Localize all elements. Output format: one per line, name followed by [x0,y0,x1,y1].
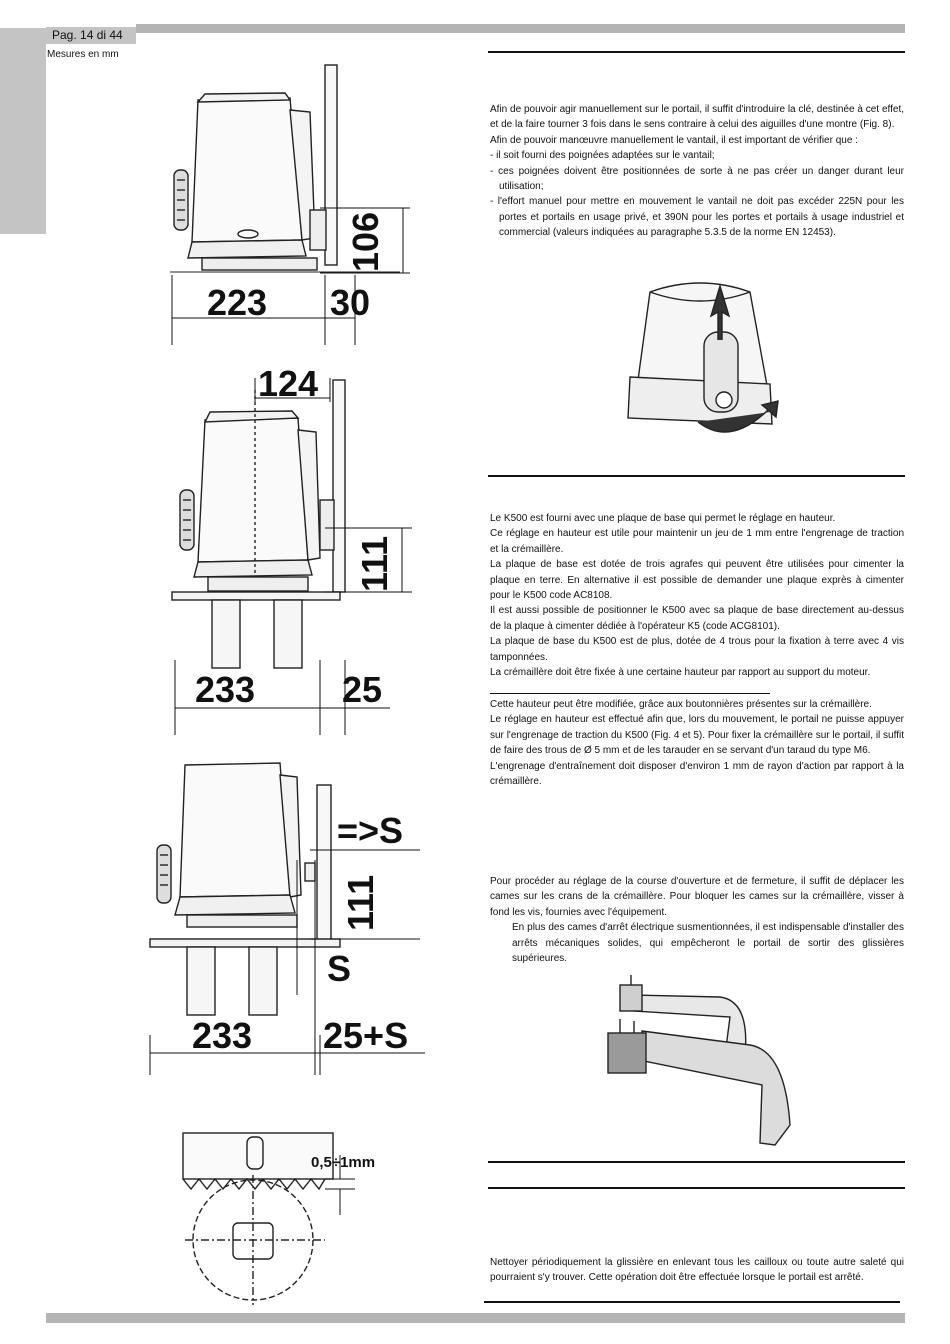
dim-233-b: 233 [192,1015,253,1056]
paragraph: Le réglage en hauteur est effectué afin que, lors du mouvement, le portail ne puisse appuyer sur l'engrenage de traction du K500 (Fig. 4 et 5). Pour fixer la crémaillère sur le portail, il suffit de faire des trous de Ø 5 mm et de les tarauder en se servant d'un taraud du type M6. [490,714,904,757]
section-manual-release [490,102,904,241]
figure-motor-dimensions-1 [150,60,420,345]
dim-111: 111 [354,535,395,592]
dim-s: S [327,948,352,989]
list-item: - l'effort manuel pour mettre en mouvement le vantail ne doit pas excéder 225N pour les portes et portails en usage privé, et 390N pour les portes et portails à usage industriel et commercial (valeurs indiquées au paragraphe 5.3.5 de la norme EN 12453). [490,196,904,239]
paragraph: Afin de pouvoir manœuvre manuellement le vantail, il est important de vérifier que : [490,134,858,146]
section-rule-3 [490,693,770,694]
section-rule-1 [488,51,905,53]
section-rule-4 [488,1161,905,1163]
side-tab [0,28,46,234]
paragraph: La plaque de base est dotée de trois agrafes qui peuvent être utilisées pour cimenter la plaque en terre. En alternative il est possible de demander une plaque exprès à cimenter pour le K500 code AC8108. [490,559,904,602]
figure-motor-dimensions-3 [145,755,430,1080]
paragraph: Pour procéder au réglage de la course d'ouverture et de fermeture, il suffit de déplacer les cames sur les crans de la crémaillère. Pour bloquer les cames sur la crémaillère, visser à fond les vis, fournies avec l'équipement. [490,876,904,918]
paragraph: En plus des cames d'arrêt électrique susmentionnées, il est indispensable d'installer des arrêts mécaniques solides, qui empêcheront le portail de sortir des glissières supérieures. [512,922,904,965]
dim-25: 25 [342,669,383,710]
paragraph: Le K500 est fourni avec une plaque de base qui permet le réglage en hauteur. [490,513,836,524]
dim-106: 106 [345,211,386,272]
paragraph: Afin de pouvoir agir manuellement sur le portail, il suffit d'introduire la clé, destinée à cet effet, et de la faire tourner 3 fois dans le sens contraire à celui des aiguilles d'une montre (Fig. 8). [490,104,904,131]
paragraph: Cette hauteur peut être modifiée, grâce aux boutonnières présentes sur la crémaillère. [490,699,872,710]
dim-25-plus-s: 25+S [323,1015,409,1056]
section-rule-2 [488,475,905,477]
figure-key-release [620,272,780,448]
figure-motor-dimensions-2 [150,360,420,740]
dim-backlash: 0,5÷1mm [311,1154,376,1171]
paragraph: La crémaillère doit être fixée à une certaine hauteur par rapport au support du moteur. [490,667,871,679]
top-rule [136,24,905,33]
paragraph: La plaque de base du K500 est de plus, dotée de 4 trous pour la fixation à terre avec 4 vis tamponnées. [490,636,904,663]
list-item: - il soit fourni des poignées adaptées sur le vantail; [490,150,715,162]
paragraph: Ce réglage en hauteur est utile pour maintenir un jeu de 1 mm entre l'engrenage de traction et la crémaillère. [490,528,904,555]
section-maintenance [490,1255,904,1286]
bottom-rule [46,1313,905,1323]
units-note: Mesures en mm [47,49,119,60]
page-number: Pag. 14 di 44 [46,27,136,44]
dim-124: 124 [258,363,319,404]
dim-arrow-s: =>S [337,810,404,851]
dim-233: 233 [195,669,256,710]
section-limit-cams [490,874,904,966]
section-base-plate [490,511,904,680]
list-item: - ces poignées doivent être positionnées de sorte à ne pas créer un danger durant leur utilisation; [490,165,904,193]
dim-111-b: 111 [340,874,381,931]
dim-223: 223 [207,282,268,323]
paragraph: Il est aussi possible de positionner le K500 avec sa plaque de base directement au-dessus de la plaque à cimenter dédiée à l'opérateur K5 (code ACG8101). [490,605,904,632]
section-rack [490,697,904,789]
figure-rack-pinion [175,1125,405,1310]
paragraph: L'engrenage d'entraînement doit disposer d'environ 1 mm de rayon d'action par rapport à la crémaillère. [490,760,904,788]
dim-30: 30 [330,282,371,323]
figure-limit-cams [600,975,800,1153]
section-rule-6 [484,1301,900,1303]
paragraph: Nettoyer périodiquement la glissière en enlevant tous les cailloux ou toute autre saleté qui pourraient s'y trouver. Cette opération doit être effectuée lorsque le portail est arrêté. [490,1257,904,1284]
section-rule-5 [488,1187,905,1189]
